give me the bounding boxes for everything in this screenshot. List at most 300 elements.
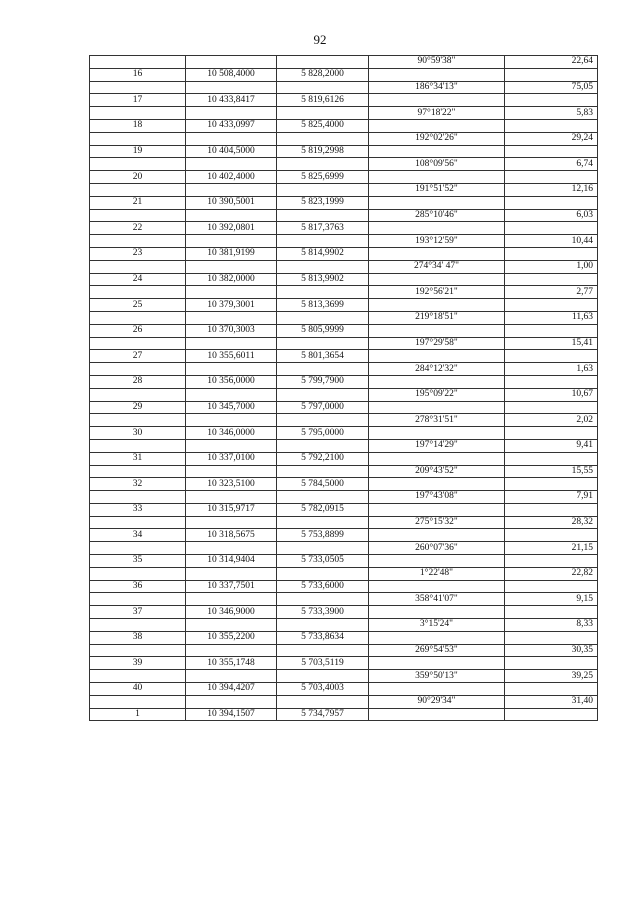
distance-cell: 10,67 — [505, 388, 598, 401]
x-coordinate-cell — [186, 388, 277, 401]
table-row — [90, 708, 598, 721]
distance-cell: 8,33 — [505, 619, 598, 632]
point-number-cell — [90, 132, 186, 145]
distance-cell — [505, 580, 598, 593]
distance-cell: 5,83 — [505, 107, 598, 120]
table-row — [90, 68, 598, 81]
distance-cell: 9,15 — [505, 593, 598, 606]
direction-angle-cell — [369, 196, 505, 209]
x-coordinate-cell — [186, 439, 277, 452]
y-coordinate-cell — [277, 286, 369, 299]
direction-angle-cell: 1°22'48" — [369, 567, 505, 580]
table-row — [90, 119, 598, 132]
point-number-cell: 33 — [90, 503, 186, 516]
table-row — [90, 337, 598, 350]
table-row — [90, 414, 598, 427]
y-coordinate-cell: 5 782,0915 — [277, 503, 369, 516]
point-number-cell: 22 — [90, 222, 186, 235]
x-coordinate-cell: 10 337,0100 — [186, 452, 277, 465]
y-coordinate-cell — [277, 567, 369, 580]
direction-angle-cell: 274°34' 47" — [369, 260, 505, 273]
coordinates-table-body — [90, 56, 598, 721]
direction-angle-cell — [369, 708, 505, 721]
distance-cell — [505, 350, 598, 363]
distance-cell: 6,74 — [505, 158, 598, 171]
x-coordinate-cell — [186, 337, 277, 350]
distance-cell: 15,55 — [505, 465, 598, 478]
distance-cell: 21,15 — [505, 542, 598, 555]
y-coordinate-cell — [277, 363, 369, 376]
direction-angle-cell: 260°07'36" — [369, 542, 505, 555]
distance-cell — [505, 503, 598, 516]
table-row — [90, 388, 598, 401]
y-coordinate-cell — [277, 81, 369, 94]
direction-angle-cell — [369, 94, 505, 107]
distance-cell: 1,63 — [505, 363, 598, 376]
direction-angle-cell — [369, 529, 505, 542]
x-coordinate-cell: 10 355,6011 — [186, 350, 277, 363]
x-coordinate-cell: 10 355,1748 — [186, 657, 277, 670]
distance-cell — [505, 401, 598, 414]
y-coordinate-cell — [277, 260, 369, 273]
direction-angle-cell: 275°15'32" — [369, 516, 505, 529]
table-row — [90, 286, 598, 299]
distance-cell — [505, 171, 598, 184]
x-coordinate-cell: 10 390,5001 — [186, 196, 277, 209]
table-row — [90, 350, 598, 363]
point-number-cell: 16 — [90, 68, 186, 81]
point-number-cell — [90, 183, 186, 196]
direction-angle-cell: 219°18'51" — [369, 311, 505, 324]
y-coordinate-cell — [277, 107, 369, 120]
table-row — [90, 145, 598, 158]
distance-cell: 22,64 — [505, 56, 598, 69]
table-row — [90, 631, 598, 644]
x-coordinate-cell — [186, 465, 277, 478]
direction-angle-cell — [369, 375, 505, 388]
direction-angle-cell — [369, 427, 505, 440]
y-coordinate-cell — [277, 209, 369, 222]
direction-angle-cell — [369, 401, 505, 414]
point-number-cell — [90, 209, 186, 222]
x-coordinate-cell — [186, 491, 277, 504]
distance-cell — [505, 427, 598, 440]
y-coordinate-cell — [277, 439, 369, 452]
table-row — [90, 132, 598, 145]
table-row — [90, 503, 598, 516]
page-number: 92 — [313, 32, 327, 47]
y-coordinate-cell: 5 801,3654 — [277, 350, 369, 363]
y-coordinate-cell: 5 799,7900 — [277, 375, 369, 388]
table-row — [90, 158, 598, 171]
table-row — [90, 542, 598, 555]
y-coordinate-cell: 5 813,9902 — [277, 273, 369, 286]
point-number-cell — [90, 491, 186, 504]
distance-cell: 39,25 — [505, 670, 598, 683]
y-coordinate-cell: 5 814,9902 — [277, 247, 369, 260]
table-row — [90, 478, 598, 491]
point-number-cell — [90, 567, 186, 580]
y-coordinate-cell: 5 733,0505 — [277, 555, 369, 568]
table-row — [90, 375, 598, 388]
direction-angle-cell: 192°56'21" — [369, 286, 505, 299]
x-coordinate-cell: 10 508,4000 — [186, 68, 277, 81]
y-coordinate-cell: 5 733,6000 — [277, 580, 369, 593]
distance-cell — [505, 196, 598, 209]
y-coordinate-cell — [277, 491, 369, 504]
distance-cell — [505, 529, 598, 542]
distance-cell: 15,41 — [505, 337, 598, 350]
point-number-cell — [90, 593, 186, 606]
y-coordinate-cell: 5 784,5000 — [277, 478, 369, 491]
coordinates-table — [89, 55, 598, 721]
x-coordinate-cell — [186, 132, 277, 145]
table-row — [90, 81, 598, 94]
x-coordinate-cell: 10 337,7501 — [186, 580, 277, 593]
x-coordinate-cell — [186, 695, 277, 708]
x-coordinate-cell: 10 392,0801 — [186, 222, 277, 235]
x-coordinate-cell: 10 318,5675 — [186, 529, 277, 542]
direction-angle-cell: 108°09'56" — [369, 158, 505, 171]
point-number-cell: 29 — [90, 401, 186, 414]
table-row — [90, 260, 598, 273]
point-number-cell — [90, 388, 186, 401]
point-number-cell — [90, 107, 186, 120]
y-coordinate-cell: 5 753,8899 — [277, 529, 369, 542]
direction-angle-cell: 195°09'22" — [369, 388, 505, 401]
point-number-cell: 36 — [90, 580, 186, 593]
y-coordinate-cell — [277, 465, 369, 478]
x-coordinate-cell — [186, 542, 277, 555]
direction-angle-cell: 197°43'08" — [369, 491, 505, 504]
direction-angle-cell: 359°50'13" — [369, 670, 505, 683]
direction-angle-cell — [369, 350, 505, 363]
table-row — [90, 401, 598, 414]
x-coordinate-cell — [186, 260, 277, 273]
point-number-cell — [90, 311, 186, 324]
point-number-cell: 24 — [90, 273, 186, 286]
distance-cell — [505, 94, 598, 107]
y-coordinate-cell — [277, 619, 369, 632]
direction-angle-cell — [369, 631, 505, 644]
x-coordinate-cell: 10 345,7000 — [186, 401, 277, 414]
direction-angle-cell: 90°29'34" — [369, 695, 505, 708]
distance-cell: 10,44 — [505, 235, 598, 248]
point-number-cell: 37 — [90, 606, 186, 619]
direction-angle-cell — [369, 580, 505, 593]
point-number-cell — [90, 465, 186, 478]
table-row — [90, 593, 598, 606]
point-number-cell — [90, 158, 186, 171]
y-coordinate-cell — [277, 516, 369, 529]
y-coordinate-cell — [277, 388, 369, 401]
table-row — [90, 247, 598, 260]
point-number-cell: 31 — [90, 452, 186, 465]
point-number-cell — [90, 414, 186, 427]
distance-cell — [505, 273, 598, 286]
table-row — [90, 567, 598, 580]
x-coordinate-cell: 10 346,0000 — [186, 427, 277, 440]
y-coordinate-cell: 5 825,4000 — [277, 119, 369, 132]
table-row — [90, 94, 598, 107]
table-row — [90, 209, 598, 222]
distance-cell: 75,05 — [505, 81, 598, 94]
point-number-cell: 38 — [90, 631, 186, 644]
direction-angle-cell — [369, 606, 505, 619]
point-number-cell: 30 — [90, 427, 186, 440]
point-number-cell: 1 — [90, 708, 186, 721]
y-coordinate-cell — [277, 311, 369, 324]
y-coordinate-cell: 5 828,2000 — [277, 68, 369, 81]
direction-angle-cell: 3°15'24" — [369, 619, 505, 632]
table-row — [90, 657, 598, 670]
y-coordinate-cell — [277, 593, 369, 606]
x-coordinate-cell — [186, 158, 277, 171]
y-coordinate-cell — [277, 132, 369, 145]
direction-angle-cell: 209°43'52" — [369, 465, 505, 478]
distance-cell: 12,16 — [505, 183, 598, 196]
x-coordinate-cell: 10 356,0000 — [186, 375, 277, 388]
x-coordinate-cell: 10 404,5000 — [186, 145, 277, 158]
y-coordinate-cell: 5 819,6126 — [277, 94, 369, 107]
point-number-cell: 34 — [90, 529, 186, 542]
distance-cell — [505, 606, 598, 619]
table-row — [90, 222, 598, 235]
direction-angle-cell — [369, 478, 505, 491]
direction-angle-cell: 197°14'29" — [369, 439, 505, 452]
table-row — [90, 107, 598, 120]
table-row — [90, 273, 598, 286]
x-coordinate-cell — [186, 56, 277, 69]
distance-cell: 9,41 — [505, 439, 598, 452]
point-number-cell: 25 — [90, 299, 186, 312]
x-coordinate-cell: 10 433,0997 — [186, 119, 277, 132]
y-coordinate-cell — [277, 670, 369, 683]
direction-angle-cell — [369, 503, 505, 516]
direction-angle-cell: 269°54'53" — [369, 644, 505, 657]
x-coordinate-cell: 10 314,9404 — [186, 555, 277, 568]
x-coordinate-cell — [186, 414, 277, 427]
y-coordinate-cell: 5 797,0000 — [277, 401, 369, 414]
distance-cell: 30,35 — [505, 644, 598, 657]
distance-cell — [505, 68, 598, 81]
x-coordinate-cell: 10 323,5100 — [186, 478, 277, 491]
point-number-cell: 20 — [90, 171, 186, 184]
x-coordinate-cell — [186, 235, 277, 248]
y-coordinate-cell — [277, 695, 369, 708]
y-coordinate-cell: 5 813,3699 — [277, 299, 369, 312]
distance-cell: 6,03 — [505, 209, 598, 222]
table-row — [90, 452, 598, 465]
y-coordinate-cell: 5 817,3763 — [277, 222, 369, 235]
point-number-cell: 40 — [90, 683, 186, 696]
point-number-cell: 27 — [90, 350, 186, 363]
point-number-cell — [90, 644, 186, 657]
direction-angle-cell — [369, 119, 505, 132]
point-number-cell — [90, 670, 186, 683]
direction-angle-cell — [369, 145, 505, 158]
point-number-cell — [90, 695, 186, 708]
table-row — [90, 363, 598, 376]
y-coordinate-cell — [277, 644, 369, 657]
point-number-cell — [90, 337, 186, 350]
table-row — [90, 183, 598, 196]
x-coordinate-cell: 10 402,4000 — [186, 171, 277, 184]
direction-angle-cell — [369, 247, 505, 260]
direction-angle-cell — [369, 171, 505, 184]
table-row — [90, 695, 598, 708]
y-coordinate-cell: 5 825,6999 — [277, 171, 369, 184]
x-coordinate-cell — [186, 567, 277, 580]
x-coordinate-cell: 10 394,1507 — [186, 708, 277, 721]
table-row — [90, 324, 598, 337]
y-coordinate-cell: 5 734,7957 — [277, 708, 369, 721]
table-row — [90, 516, 598, 529]
distance-cell — [505, 247, 598, 260]
distance-cell — [505, 631, 598, 644]
direction-angle-cell: 90°59'38" — [369, 56, 505, 69]
x-coordinate-cell — [186, 107, 277, 120]
table-row — [90, 683, 598, 696]
y-coordinate-cell: 5 733,3900 — [277, 606, 369, 619]
x-coordinate-cell — [186, 363, 277, 376]
table-row — [90, 529, 598, 542]
point-number-cell — [90, 542, 186, 555]
y-coordinate-cell — [277, 235, 369, 248]
x-coordinate-cell — [186, 286, 277, 299]
distance-cell — [505, 145, 598, 158]
direction-angle-cell — [369, 68, 505, 81]
x-coordinate-cell: 10 370,3003 — [186, 324, 277, 337]
table-row — [90, 644, 598, 657]
distance-cell: 28,32 — [505, 516, 598, 529]
direction-angle-cell — [369, 657, 505, 670]
table-row — [90, 580, 598, 593]
direction-angle-cell: 193°12'59" — [369, 235, 505, 248]
x-coordinate-cell — [186, 183, 277, 196]
direction-angle-cell: 197°29'58" — [369, 337, 505, 350]
distance-cell — [505, 324, 598, 337]
point-number-cell — [90, 516, 186, 529]
x-coordinate-cell: 10 394,4207 — [186, 683, 277, 696]
point-number-cell: 39 — [90, 657, 186, 670]
table-row — [90, 619, 598, 632]
x-coordinate-cell: 10 315,9717 — [186, 503, 277, 516]
direction-angle-cell: 192°02'26" — [369, 132, 505, 145]
distance-cell — [505, 375, 598, 388]
y-coordinate-cell: 5 819,2998 — [277, 145, 369, 158]
direction-angle-cell — [369, 273, 505, 286]
point-number-cell — [90, 439, 186, 452]
point-number-cell: 35 — [90, 555, 186, 568]
direction-angle-cell: 284°12'32" — [369, 363, 505, 376]
x-coordinate-cell — [186, 81, 277, 94]
x-coordinate-cell: 10 381,9199 — [186, 247, 277, 260]
point-number-cell — [90, 56, 186, 69]
point-number-cell: 19 — [90, 145, 186, 158]
x-coordinate-cell: 10 433,8417 — [186, 94, 277, 107]
table-row — [90, 235, 598, 248]
point-number-cell — [90, 81, 186, 94]
x-coordinate-cell: 10 382,0000 — [186, 273, 277, 286]
y-coordinate-cell — [277, 158, 369, 171]
distance-cell: 7,91 — [505, 491, 598, 504]
x-coordinate-cell — [186, 619, 277, 632]
point-number-cell: 23 — [90, 247, 186, 260]
direction-angle-cell: 358°41'07" — [369, 593, 505, 606]
y-coordinate-cell: 5 795,0000 — [277, 427, 369, 440]
y-coordinate-cell — [277, 337, 369, 350]
x-coordinate-cell — [186, 311, 277, 324]
distance-cell — [505, 119, 598, 132]
direction-angle-cell — [369, 299, 505, 312]
x-coordinate-cell — [186, 644, 277, 657]
table-row — [90, 606, 598, 619]
y-coordinate-cell: 5 703,5119 — [277, 657, 369, 670]
point-number-cell: 17 — [90, 94, 186, 107]
y-coordinate-cell: 5 703,4003 — [277, 683, 369, 696]
y-coordinate-cell — [277, 56, 369, 69]
y-coordinate-cell — [277, 542, 369, 555]
table-row — [90, 465, 598, 478]
direction-angle-cell — [369, 222, 505, 235]
y-coordinate-cell — [277, 414, 369, 427]
distance-cell — [505, 708, 598, 721]
distance-cell — [505, 222, 598, 235]
x-coordinate-cell: 10 379,3001 — [186, 299, 277, 312]
distance-cell: 11,63 — [505, 311, 598, 324]
table-row — [90, 427, 598, 440]
table-row — [90, 196, 598, 209]
distance-cell — [505, 555, 598, 568]
distance-cell: 1,00 — [505, 260, 598, 273]
point-number-cell: 26 — [90, 324, 186, 337]
direction-angle-cell: 186°34'13" — [369, 81, 505, 94]
distance-cell: 2,77 — [505, 286, 598, 299]
distance-cell: 22,82 — [505, 567, 598, 580]
distance-cell — [505, 683, 598, 696]
direction-angle-cell: 191°51'52" — [369, 183, 505, 196]
direction-angle-cell — [369, 324, 505, 337]
x-coordinate-cell — [186, 516, 277, 529]
direction-angle-cell: 278°31'51" — [369, 414, 505, 427]
point-number-cell: 32 — [90, 478, 186, 491]
direction-angle-cell: 285°10'46" — [369, 209, 505, 222]
direction-angle-cell — [369, 452, 505, 465]
x-coordinate-cell: 10 355,2200 — [186, 631, 277, 644]
table-row — [90, 299, 598, 312]
distance-cell: 2,02 — [505, 414, 598, 427]
table-row — [90, 439, 598, 452]
point-number-cell: 18 — [90, 119, 186, 132]
point-number-cell — [90, 619, 186, 632]
point-number-cell — [90, 260, 186, 273]
point-number-cell: 28 — [90, 375, 186, 388]
point-number-cell: 21 — [90, 196, 186, 209]
distance-cell: 29,24 — [505, 132, 598, 145]
table-row — [90, 555, 598, 568]
direction-angle-cell — [369, 555, 505, 568]
point-number-cell — [90, 363, 186, 376]
table-row — [90, 171, 598, 184]
table-row — [90, 311, 598, 324]
direction-angle-cell: 97°18'22" — [369, 107, 505, 120]
distance-cell — [505, 452, 598, 465]
point-number-cell — [90, 235, 186, 248]
distance-cell — [505, 657, 598, 670]
table-row — [90, 670, 598, 683]
y-coordinate-cell: 5 733,8634 — [277, 631, 369, 644]
